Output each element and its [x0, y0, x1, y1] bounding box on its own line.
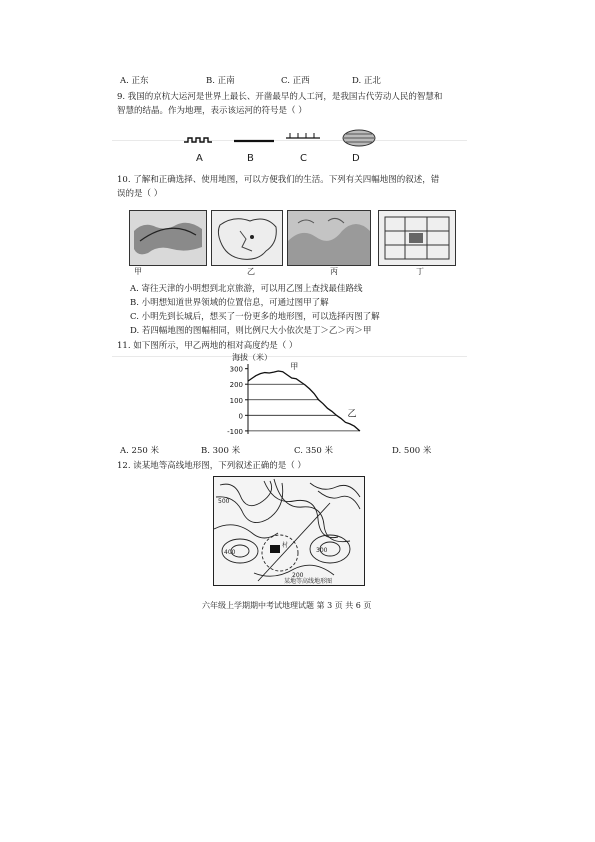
- q9-label-c: C: [300, 153, 307, 164]
- map-thumb-jia: [129, 210, 207, 266]
- y-axis-label: 海拔（米）: [232, 353, 272, 362]
- map-label-yi: 乙: [247, 267, 255, 276]
- contour-map: [213, 476, 365, 586]
- q10-text-line2: 误的是（ ）: [117, 189, 163, 199]
- point-label-jia: 甲: [290, 362, 299, 371]
- q9-symbols: [170, 124, 390, 154]
- q9-text-line1: 9. 我国的京杭大运河是世界上最长、开凿最早的人工河，是我国古代劳动人民的智慧和: [117, 92, 443, 102]
- y-tick-label: -100: [227, 427, 243, 436]
- map-label-bing: 丙: [330, 267, 338, 276]
- map-thumb-bing: [287, 210, 371, 266]
- map-thumb-ding: [378, 210, 456, 266]
- symbol-d: [343, 130, 375, 146]
- q10-option-c: C. 小明先到长城后，想买了一份更多的地形图，可以选择丙图了解: [130, 312, 380, 322]
- y-tick-label: 200: [229, 381, 243, 390]
- q12-text: 12. 读某地等高线地形图，下列叙述正确的是（ ）: [117, 461, 306, 471]
- contour-label: 300: [316, 547, 328, 554]
- symbol-c: [286, 133, 320, 138]
- q10-option-a: A. 寄往天津的小明想到北京旅游，可以用乙图上查找最佳路线: [130, 284, 363, 294]
- q8-option-b: B. 正南: [206, 76, 235, 86]
- y-tick-label: 100: [229, 396, 243, 405]
- q10-text-line1: 10. 了解和正确选择、使用地图，可以方便我们的生活。下列有关四幅地图的叙述，错: [117, 175, 440, 185]
- contour-label: 500: [218, 498, 230, 505]
- q10-option-b: B. 小明想知道世界领域的位置信息，可通过图甲了解: [130, 298, 329, 308]
- village-label: 村: [282, 542, 289, 549]
- elevation-profile-chart: [220, 350, 370, 438]
- q11-option-a: A. 250 米: [120, 446, 159, 456]
- map-label-ding: 丁: [416, 267, 424, 276]
- map-label-jia: 甲: [134, 267, 142, 276]
- q9-label-a: A: [196, 153, 203, 164]
- symbol-a: [184, 138, 212, 142]
- contour-map-caption: 某地等高线地形图: [284, 578, 333, 585]
- contour-label: 200: [292, 572, 304, 579]
- page-footer: 六年级上学期期中考试地理试题 第 3 页 共 6 页: [202, 601, 372, 610]
- q11-option-b: B. 300 米: [201, 446, 241, 456]
- q8-option-c: C. 正西: [281, 76, 310, 86]
- q11-text: 11. 如下图所示，甲乙两地的相对高度约是（ ）: [117, 341, 298, 351]
- point-label-yi: 乙: [347, 409, 357, 420]
- q9-label-d: D: [352, 153, 360, 164]
- q10-option-d: D. 若四幅地图的图幅相同，则比例尺大小依次是丁＞乙＞丙＞甲: [130, 326, 372, 336]
- y-tick-label: 300: [229, 365, 243, 374]
- map-thumb-yi: [211, 210, 283, 266]
- q8-option-d: D. 正北: [352, 76, 381, 86]
- y-tick-label: 0: [238, 412, 243, 421]
- village-icon: [270, 545, 280, 553]
- profile-line: [248, 371, 360, 431]
- q9-label-b: B: [247, 153, 254, 164]
- q9-text-line2: 智慧的结晶。作为地理，表示该运河的符号是（ ）: [117, 106, 307, 116]
- q8-option-a: A. 正东: [120, 76, 149, 86]
- q11-option-d: D. 500 米: [392, 446, 432, 456]
- contour-label: 400: [224, 549, 236, 556]
- q11-option-c: C. 350 米: [294, 446, 334, 456]
